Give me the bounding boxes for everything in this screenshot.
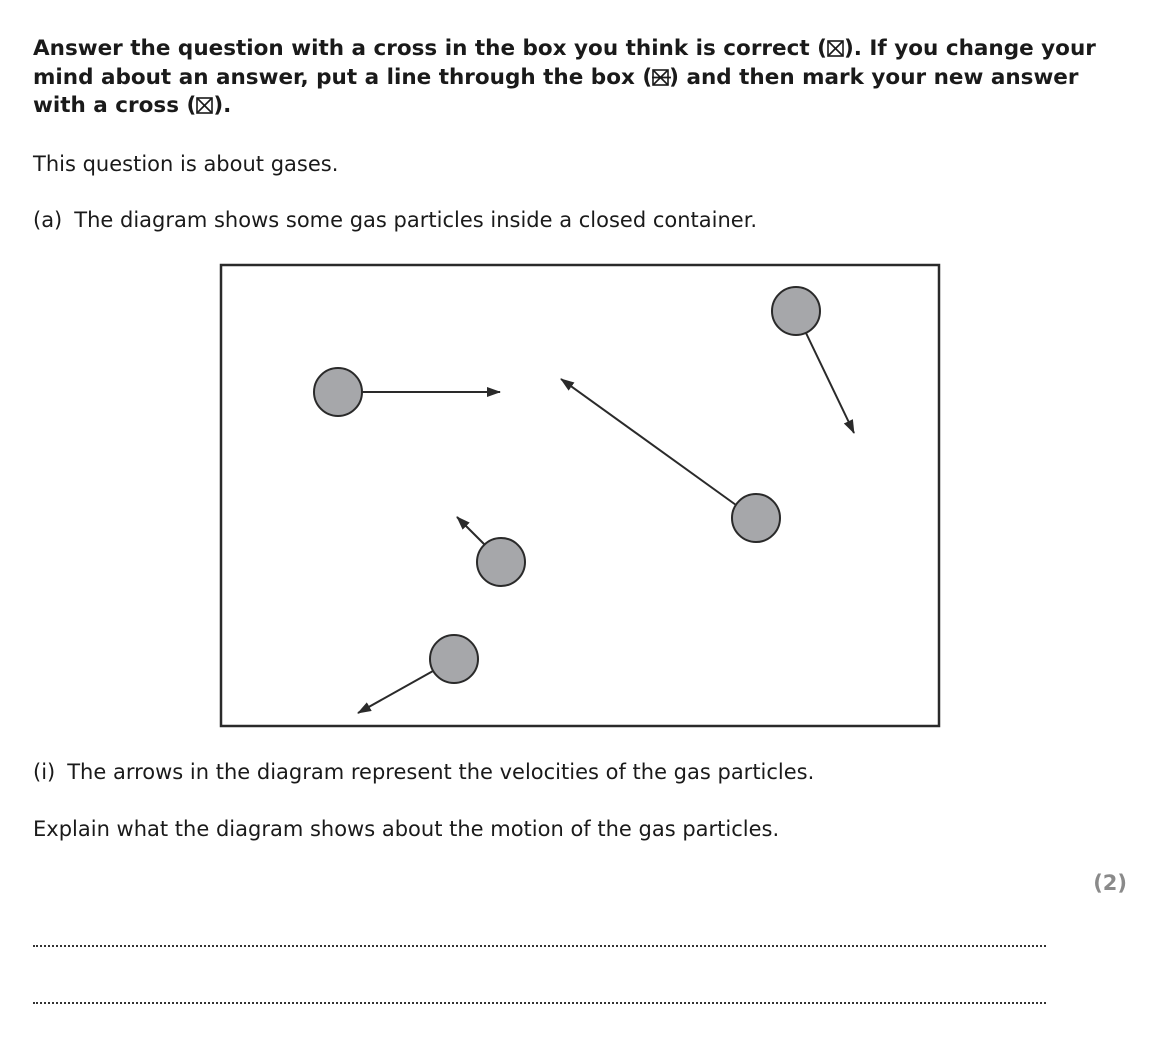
gas-particle [477, 538, 525, 586]
question-prompt: Explain what the diagram shows about the motion of the gas particles. [33, 817, 780, 841]
instructions-part-1: Answer the question with a cross in the box you think is correct ( [33, 36, 827, 61]
velocity-arrow [457, 517, 485, 545]
question-i-label: (i) [33, 760, 56, 784]
answer-line-1[interactable] [33, 945, 1046, 947]
gas-particle [772, 287, 820, 335]
velocity-arrow [358, 671, 433, 713]
instructions-part-3: ) and then mark your new answer with a cross ( [33, 64, 1079, 118]
gas-particle [430, 635, 478, 683]
question-a-label: (a) [33, 208, 63, 232]
marks-indicator: (2) [1093, 871, 1127, 895]
velocity-arrow [561, 379, 736, 505]
gas-particle [314, 368, 362, 416]
gas-particle [732, 494, 780, 542]
answer-line-2[interactable] [33, 1002, 1046, 1004]
velocity-arrow [806, 333, 854, 433]
instructions-part-4: ). [213, 93, 232, 118]
instructions-part-2: ). If you change your mind about an answer, put a line through the box ( [33, 36, 1096, 90]
question-i [33, 758, 814, 786]
question-i-text: The arrows in the diagram represent the velocities of the gas particles. [67, 760, 815, 784]
container-outline [221, 265, 939, 726]
intro-text: This question is about gases. [33, 152, 339, 176]
question-a-text: The diagram shows some gas particles inside a closed container. [74, 208, 758, 232]
